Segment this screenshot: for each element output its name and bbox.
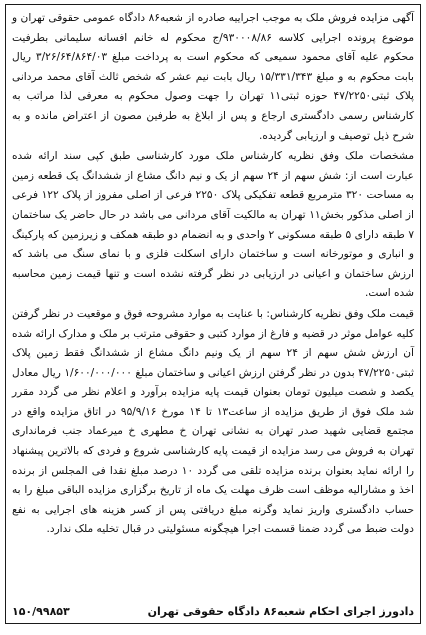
notice-paragraph-valuation: قیمت ملک وفق نظریه کارشناس: با عنایت به موارد مشروحه فوق و موقعیت در نظر گرفتن کلیه عوامل موثر در قضیه و فارغ از موارد کتبی و حقوقی مترتب بر ملک و مدارک ارائه شده آن ارزش شش سهم از ۲۴ سهم از یک ونیم دانگ مشاع از ششدانگ فقط زمین پلاک ثبتی۴۷/۲۲۵۰ بدون در نظر گرفتن ارزش اعیانی و ساختمان مبلغ ۱/۶۰۰/۰۰۰/۰۰۰ ریال معادل یکصد و شصت میلیون تومان بعنوان قیمت پایه مزایده برآورد و اعلام نظر می گردد مقرر شد ملک فوق از طریق مزایده از ساعت۱۳ تا ۱۴ مورخ ۹۵/۹/۱۶ در اتاق مزایده واقع در مجتمع قضایی شهید صدر تهران به نشانی تهران خ مطهری خ میرعماد جنب فرمانداری تهران به فروش می رسد مزایده از قیمت پایه کارشناسی شروع و فردی که بالاترین پیشنهاد را ارائه نماید بعنوان برنده مزایده تلقی می گردد ۱۰ درصد مبلغ نقدا فی المجلس از برنده اخذ و مشارالیه موظف است ظرف مهلت یک ماه از تاریخ برگزاری مزایده الباقی مبلغ را به حساب دادگستری واریز نماید وگرنه مبلغ دریافتی پس از کسر هزینه های اجرایی به نفع دولت ضبط می گردد ضمنا قسمت اجرا هیچگونه مسئولیتی در قبال تخلیه ملک ندارد. (12, 307, 414, 536)
notice-paragraph-intro: آگهی مزایده فروش ملک به موجب اجراییه صادره از شعبه۸۶ دادگاه عمومی حقوقی تهران و موضوع پرونده اجرایی کلاسه ۹۳۰۰۰۸/۸۶/ج محکوم له خانم افسانه سلیمانی بطرفیت محکوم علیه آقای محمود سمیعی که محکوم است به پرداخت مبلغ ۳/۲۶/۶۴/۸۶۴/۰۳ ریال بابت محکوم به و مبلغ ۱۵/۳۳۱/۳۴۳ ریال بابت نیم عشر که شخص ثالث آقای محمد مردانی پلاک ثبتی۴۷/۲۲۵۰ حوزه ثبتی۱۱ تهران را جهت وصول محکوم به معرفی لذا مراتب به کارشناس رسمی دادگستری ارجاع و پس از ابلاغ به طرفین مصون از اعتراض مانده و به شرح ذیل توصیف و ارزیابی گردیده. (12, 12, 415, 142)
notice-paragraph-property-specs: مشخصات ملک وفق نظریه کارشناس ملک مورد کارشناسی طبق کپی سند ارائه شده عبارت است از: شش سهم از ۲۴ سهم از یک و نیم دانگ مشاع از ششدانگ یک قطعه زمین به مساحت ۳۲۰ مترمربع قطعه تفکیکی پلاک ۲۲۵۰ فرعی از اصلی مفروز از پلاک ۱۲۲ فرعی از اصلی مذکور بخش۱۱ تهران به مالکیت آقای مردانی می باشد در حال حاضر یک ساختمان ۷ طبقه دارای ۵ طبقه مسکونی ۲ واحدی و به انضمام دو طبقه همکف و زیرزمین که پارکینگ و انباری و موتورخانه است و ساختمان دارای اسکلت فلزی و با نمای سنگ می باشد که ارزش ساختمان و اعیانی در ارزیابی در نظر گرفته نشده است و تنها قیمت زمین محاسبه شده است. (12, 150, 415, 300)
footer-signature: دادورز اجرای احکام شعبه۸۶ دادگاه حقوقی تهران (147, 605, 414, 618)
auction-notice (5, 4, 421, 624)
footer-code: ۱۵۰/۹۹۸۵۳ (12, 605, 70, 618)
notice-footer (12, 604, 414, 620)
